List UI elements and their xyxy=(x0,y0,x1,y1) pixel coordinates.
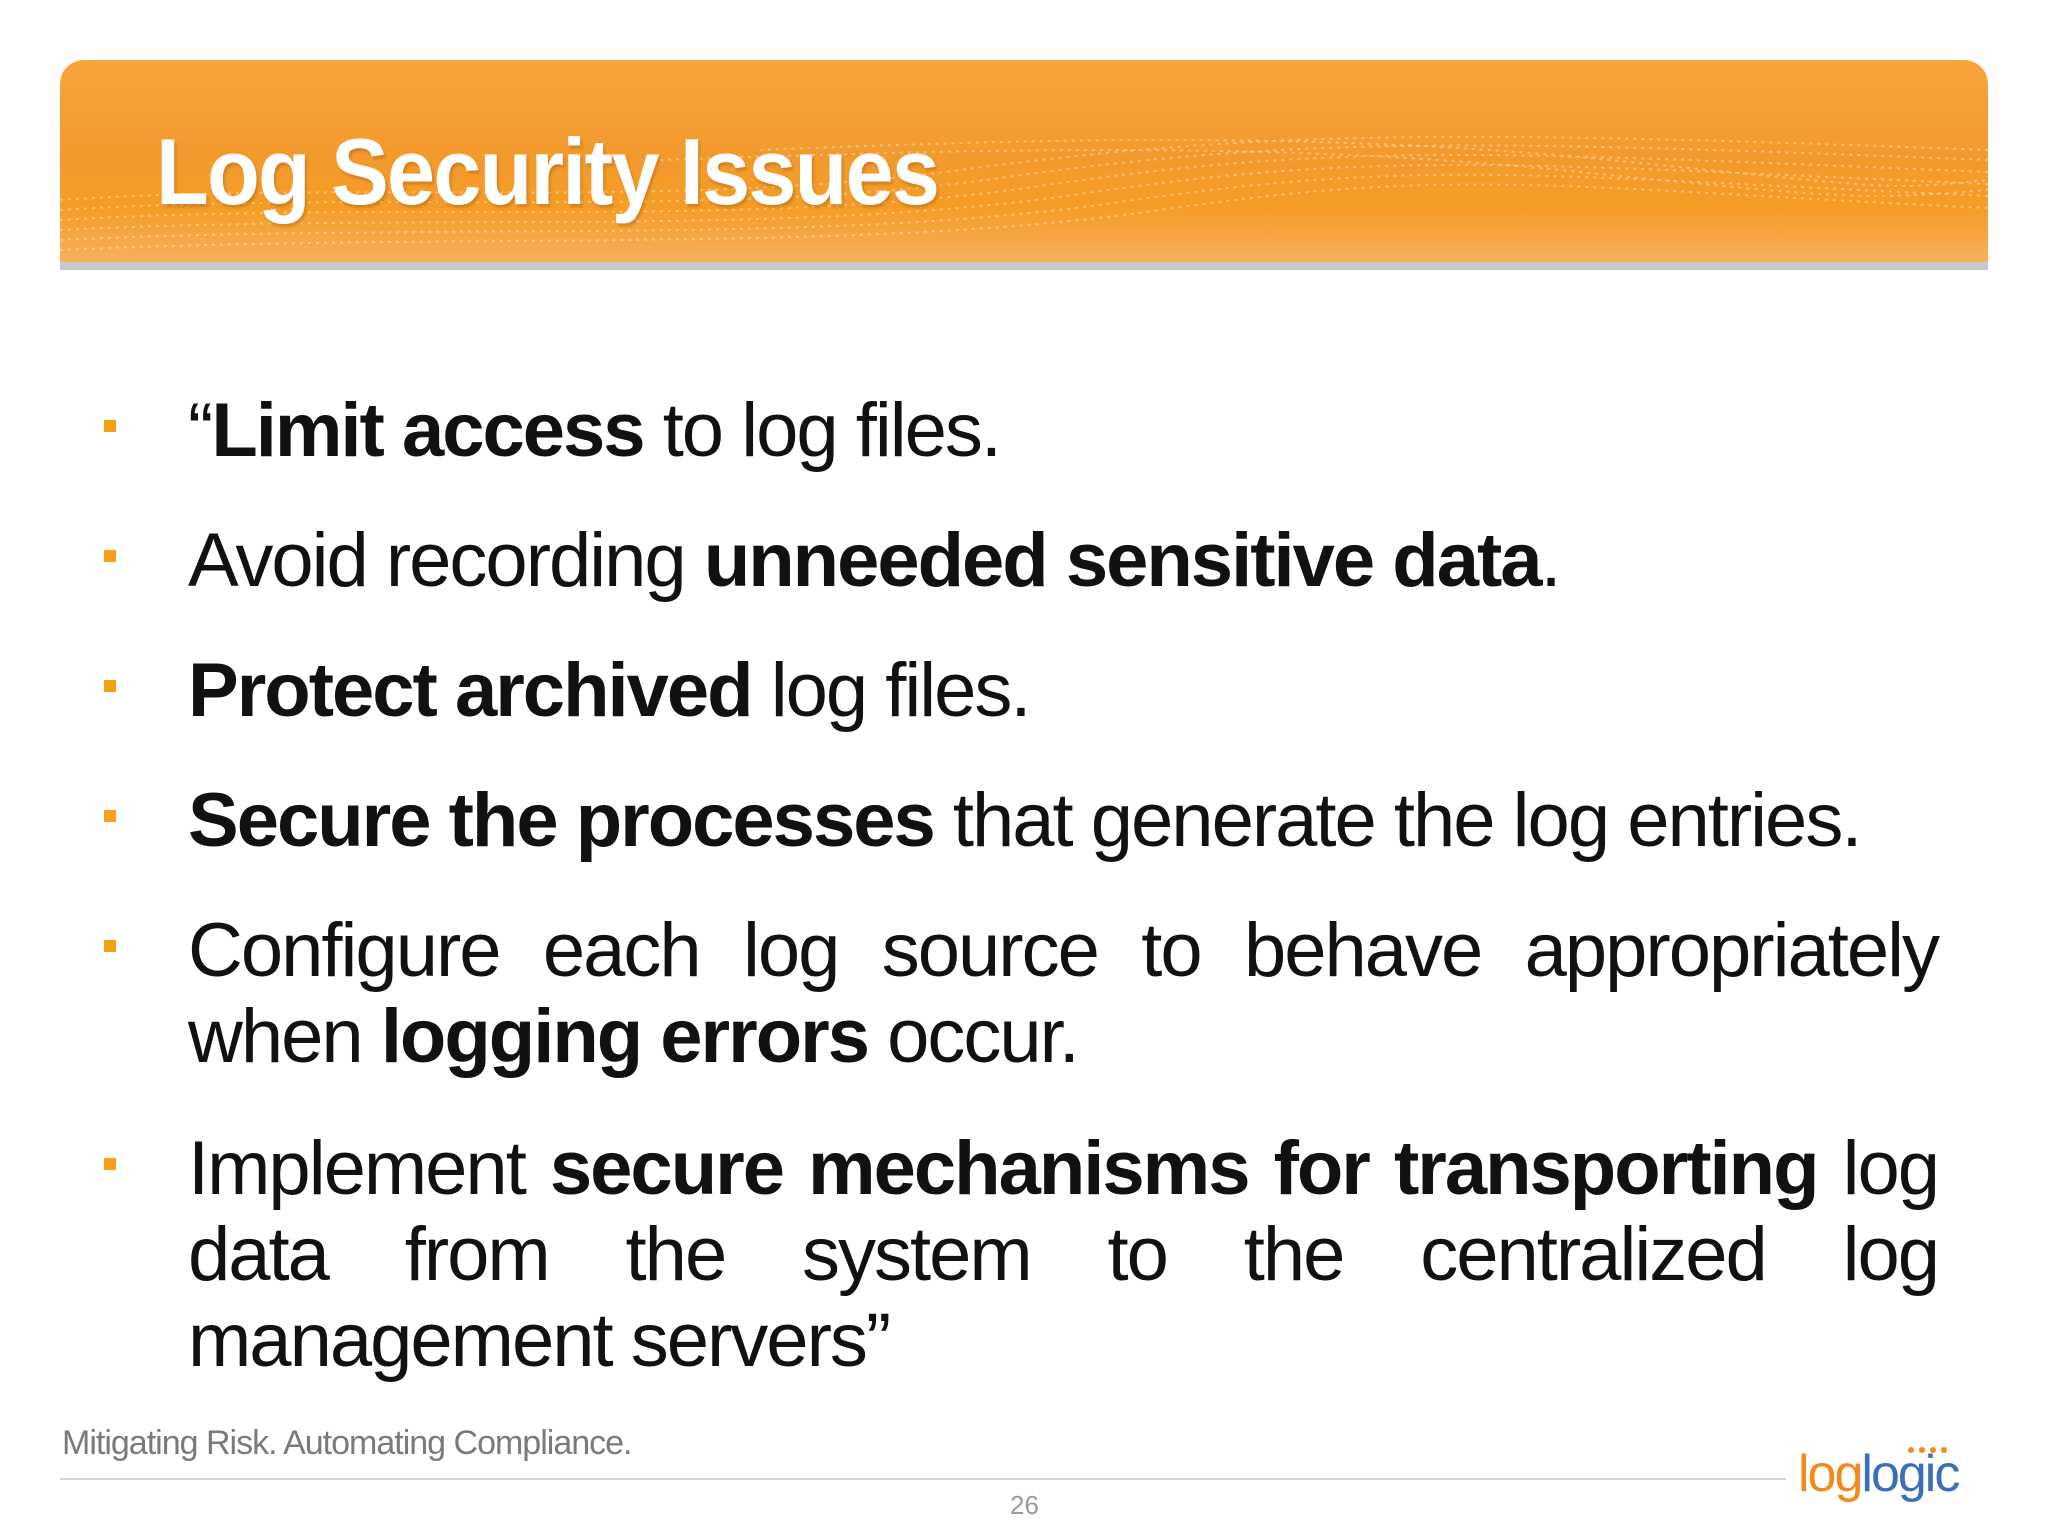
bullet-text-run: to log files. xyxy=(643,388,1000,473)
bullet-marker-icon xyxy=(104,680,116,692)
bullet-text-run: log data from the system to the centralized log management servers” xyxy=(188,1126,1938,1383)
bullet-text-run: . xyxy=(1540,518,1560,603)
bullet-text-run: Avoid recording xyxy=(188,518,704,603)
bullet-marker-icon xyxy=(104,1158,116,1170)
bullet-marker-icon xyxy=(104,420,116,432)
bullet-text-run: “ xyxy=(188,388,212,473)
bullet-text xyxy=(188,648,1938,734)
title-banner xyxy=(60,60,1988,270)
bullet-text-run: Implement xyxy=(188,1126,550,1211)
footer-divider xyxy=(60,1478,1786,1480)
bullet-bold-text: Protect archived xyxy=(188,648,752,733)
bullet-marker-icon xyxy=(104,940,116,952)
logo-text-log: log xyxy=(1798,1445,1862,1503)
bullet-text xyxy=(188,778,1938,864)
logo-text-logic: logic xyxy=(1861,1445,1959,1503)
bullet-bold-text: logging errors xyxy=(380,994,868,1079)
bullet-bold-text: Secure the processes xyxy=(188,778,934,863)
bullet-bold-text: Limit access xyxy=(211,388,644,473)
bullet-text xyxy=(188,388,1938,474)
bullet-text xyxy=(188,908,1938,1080)
bullet-bold-text: secure mechanisms for transporting xyxy=(549,1126,1818,1211)
bullet-text xyxy=(188,1126,1938,1384)
loglogic-logo xyxy=(1798,1438,1978,1508)
bullet-text-run: occur. xyxy=(867,994,1078,1079)
bullet-text-run: Configure each log source to behave appropriately when xyxy=(188,908,1938,1079)
bullet-text xyxy=(188,518,1938,604)
slide-title: Log Security Issues xyxy=(156,119,939,224)
bullet-text-run: log files. xyxy=(751,648,1030,733)
bullet-bold-text: unneeded sensitive data xyxy=(703,518,1541,603)
page-number: 26 xyxy=(1010,1490,1039,1520)
bullet-text-run: that generate the log entries. xyxy=(933,778,1861,863)
bullet-marker-icon xyxy=(104,550,116,562)
footer-tagline: Mitigating Risk. Automating Compliance. xyxy=(62,1424,632,1462)
bullet-marker-icon xyxy=(104,810,116,822)
